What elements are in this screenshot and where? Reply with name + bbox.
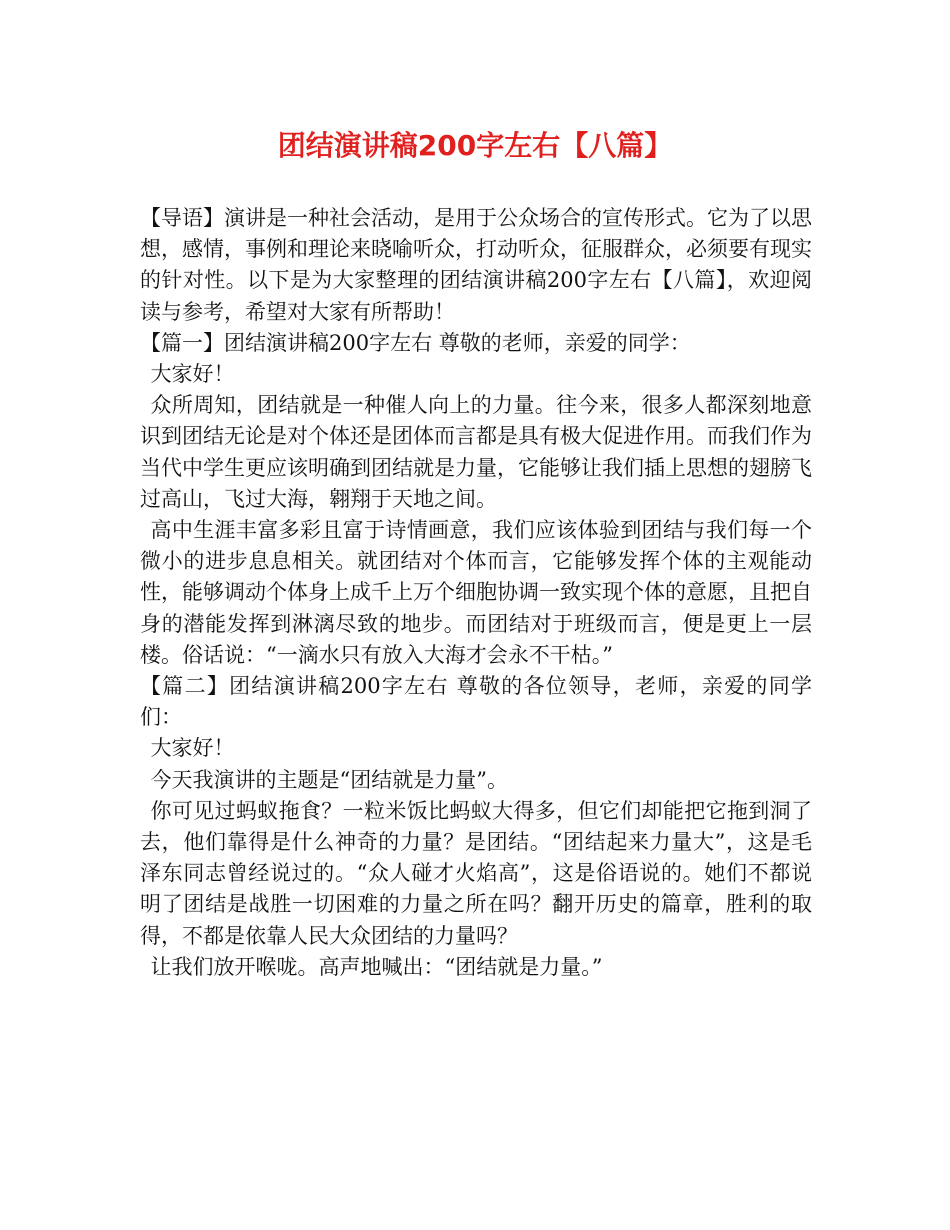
- body-paragraph: 你可见过蚂蚁拖食？一粒米饭比蚂蚁大得多，但它们却能把它拖到洞了去，他们靠得是什么神奇的力量？是团结。“团结起来力量大”，这是毛泽东同志曾经说过的。“众人碰才火焰高”，这是俗语说的。她们不都说明了团结是战胜一切困难的力量之所在吗？翻开历史的篇章，胜利的取得，不都是依靠人民大众团结的力量吗？: [140, 798, 812, 948]
- body-paragraph: 让我们放开喉咙。高声地喊出：“团结就是力量。”: [150, 954, 603, 979]
- intro-paragraph: 【导语】演讲是一种社会活动，是用于公众场合的宣传形式。它为了以思想，感情，事例和理论来晓喻听众，打动听众，征服群众，必须要有现实的针对性。以下是为大家整理的团结演讲稿200字左右【八篇】，欢迎阅读与参考，希望对大家有所帮助！: [140, 206, 812, 324]
- body-paragraph: 众所周知，团结就是一种催人向上的力量。往今来，很多人都深刻地意识到团结无论是对个体还是团体而言都是具有极大促进作用。而我们作为当代中学生更应该明确到团结就是力量，它能够让我们插上思想的翅膀飞过高山，飞过大海，翱翔于天地之间。: [140, 393, 812, 511]
- body-paragraph: 今天我演讲的主题是“团结就是力量”。: [150, 767, 508, 792]
- body-paragraph: 高中生涯丰富多彩且富于诗情画意，我们应该体验到团结与我们每一个微小的进步息息相关。就团结对个体而言，它能够发挥个体的主观能动性，能够调动个体身上成千上万个细胞协调一致实现个体的意愿，且把自身的潜能发挥到淋漓尽致的地步。而团结对于班级而言，便是更上一层楼。俗话说：“一滴水只有放入大海才会永不干枯。”: [140, 518, 812, 667]
- section-heading-1: 【篇一】团结演讲稿200字左右 尊敬的老师，亲爱的同学：: [140, 330, 691, 355]
- document-title: 团结演讲稿200字左右【八篇】: [277, 129, 673, 162]
- section-heading-2: 【篇二】团结演讲稿200字左右 尊敬的各位领导，老师，亲爱的同学们：: [140, 674, 812, 730]
- document-body: [140, 203, 812, 983]
- greeting-paragraph-2: 大家好！: [150, 736, 235, 761]
- greeting-paragraph-1: 大家好！: [150, 362, 235, 387]
